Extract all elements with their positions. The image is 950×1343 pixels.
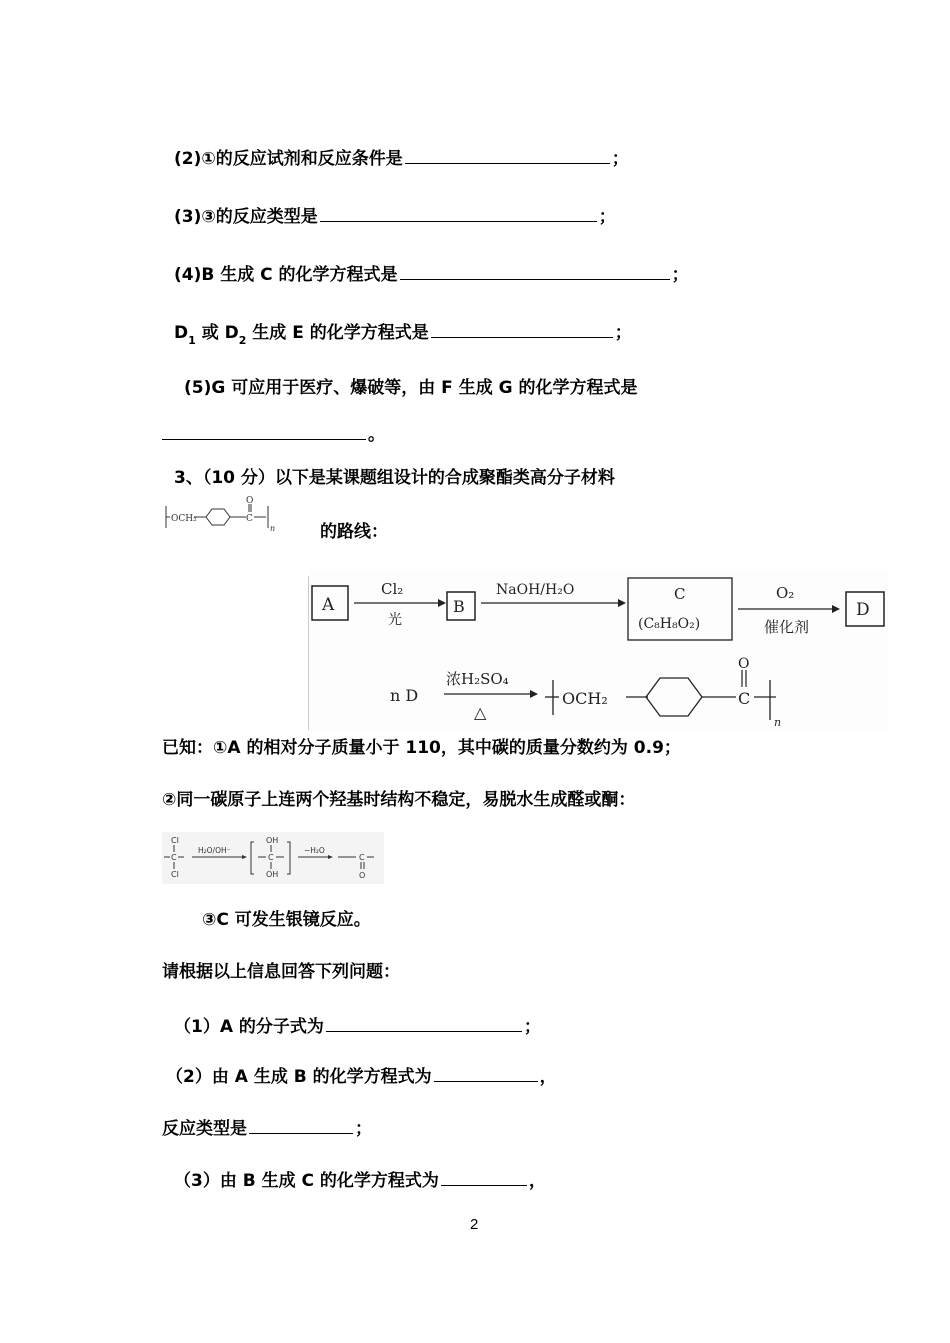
svg-text:O: O — [738, 656, 750, 672]
label-c: C — [674, 585, 686, 603]
d1-label: D — [174, 323, 189, 343]
small-polymer-structure — [162, 494, 282, 534]
q3-sub-2-text: （2）由 A 生成 B 的化学方程式为 — [166, 1067, 432, 1087]
q2-text-2: (2)①的反应试剂和反应条件是 — [174, 149, 403, 169]
q2-line-d — [174, 320, 632, 345]
period: 。 — [368, 425, 385, 445]
semicolon: ； — [523, 1017, 541, 1037]
reagent-h2so4: 浓H₂SO₄ — [446, 670, 509, 688]
reagent-dehydration: −H₂O — [304, 846, 325, 855]
answer-blank[interactable] — [249, 1116, 353, 1134]
comma: ， — [528, 1171, 546, 1191]
c-atom: C — [268, 853, 274, 862]
prompt — [162, 962, 400, 982]
subscript: 1 — [188, 334, 196, 347]
dehydration-scheme — [162, 832, 384, 884]
known-3-text: ③C 可发生银镜反应。 — [202, 910, 371, 930]
answer-blank[interactable] — [400, 262, 670, 280]
q3-title — [174, 468, 615, 488]
comma: ， — [539, 1067, 557, 1087]
answer-blank[interactable] — [162, 422, 366, 440]
q2-line-2 — [174, 146, 629, 169]
n-label: n — [270, 524, 276, 533]
condition-light: 光 — [388, 612, 402, 628]
reagent-catalyst: 催化剂 — [764, 618, 810, 636]
known-2 — [162, 790, 635, 810]
synthesis-scheme — [308, 570, 888, 730]
answer-blank[interactable] — [320, 204, 597, 222]
q2-line-5 — [184, 378, 637, 398]
route-suffix — [320, 522, 388, 542]
label-a: A — [322, 595, 335, 615]
svg-text:C: C — [246, 514, 253, 524]
q3-sub-2b-text: 反应类型是 — [162, 1119, 247, 1139]
condition-heat: △ — [474, 703, 487, 722]
och2-group: OCH₂ — [562, 689, 608, 708]
o-atom: O — [359, 871, 366, 880]
d-line-text: 生成 E 的化学方程式是 — [246, 323, 429, 343]
q3-sub-3 — [174, 1168, 546, 1191]
reagent-naoh: NaOH/H₂O — [496, 582, 575, 598]
q2-text-3: (3)③的反应类型是 — [174, 207, 318, 227]
cl-top: Cl — [171, 836, 179, 845]
reagent-cl2: Cl₂ — [381, 580, 404, 598]
reagent-hydrolysis: H₂O/OH⁻ — [198, 846, 231, 855]
label-b: B — [453, 597, 465, 616]
semicolon: ； — [614, 323, 632, 343]
known-1-text: 已知：①A 的相对分子质量小于 110，其中碳的质量分数约为 0.9； — [162, 738, 681, 758]
semicolon: ； — [671, 265, 689, 285]
q3-sub-1-text: （1）A 的分子式为 — [174, 1017, 324, 1037]
q3-sub-2b — [162, 1116, 372, 1139]
oh-bottom: OH — [266, 870, 279, 879]
q2-line-5-answer — [162, 422, 385, 445]
q2-line-3 — [174, 204, 616, 227]
q3-title-text: 3、（10 分）以下是某课题组设计的合成聚酯类高分子材料 — [174, 468, 615, 488]
q3-sub-1 — [174, 1014, 541, 1037]
semicolon: ； — [611, 149, 629, 169]
prompt-text: 请根据以上信息回答下列问题： — [162, 962, 400, 982]
page-number: 2 — [470, 1216, 479, 1233]
known-3 — [202, 910, 371, 930]
oh-top: OH — [266, 836, 279, 845]
semicolon: ； — [598, 207, 616, 227]
q2-text-4: (4)B 生成 C 的化学方程式是 — [174, 265, 398, 285]
label-n: n — [774, 716, 782, 729]
known-1 — [162, 738, 681, 758]
c-atom: C — [359, 853, 365, 862]
known-2-text: ②同一碳原子上连两个羟基时结构不稳定，易脱水生成醛或酮： — [162, 790, 636, 810]
q3-sub-3-text: （3）由 B 生成 C 的化学方程式为 — [174, 1171, 439, 1191]
reagent-o2: O₂ — [776, 584, 795, 602]
svg-text:C: C — [738, 689, 751, 708]
or-text: 或 D — [195, 323, 239, 343]
q3-sub-2 — [166, 1064, 557, 1087]
answer-blank[interactable] — [434, 1064, 538, 1082]
och2-label: OCH₂ — [171, 514, 197, 524]
q2-text-5: (5)G 可应用于医疗、爆破等，由 F 生成 G 的化学方程式是 — [184, 378, 638, 398]
semicolon: ； — [355, 1119, 372, 1139]
svg-text:O: O — [246, 496, 254, 506]
c-atom: C — [171, 853, 177, 862]
route-suffix-text: 的路线： — [320, 522, 388, 542]
subscript: 2 — [238, 334, 247, 347]
answer-blank[interactable] — [326, 1014, 522, 1032]
formula-c: (C₈H₈O₂) — [638, 616, 701, 632]
q2-line-4 — [174, 262, 689, 285]
label-nd: n D — [390, 686, 419, 705]
cl-bottom: Cl — [171, 870, 179, 879]
answer-blank[interactable] — [431, 320, 613, 338]
answer-blank[interactable] — [441, 1168, 527, 1186]
answer-blank[interactable] — [405, 146, 610, 164]
label-d: D — [856, 600, 870, 620]
